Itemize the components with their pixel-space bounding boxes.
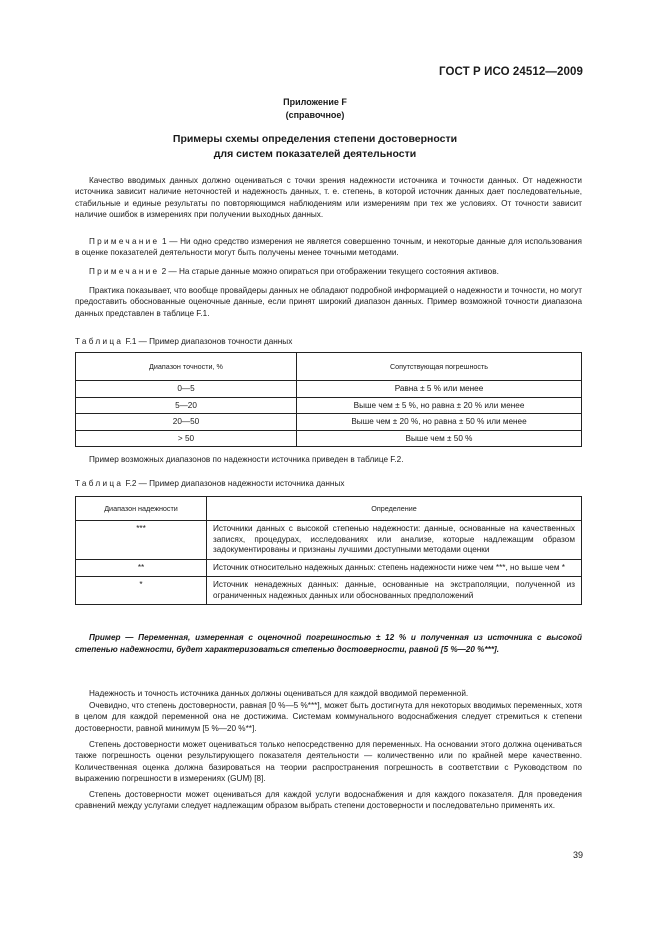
paragraph-4: Надежность и точность источника данных должны оцениваться для каждой вводимой переменной.: [89, 689, 469, 698]
note-1-label: Примечание: [89, 237, 160, 246]
table-cell: ***: [76, 521, 207, 560]
document-header: ГОСТ Р ИСО 24512—2009: [438, 66, 583, 78]
table-row: [76, 381, 582, 398]
table1-caption-text: F.1 — Пример диапазонов точности данных: [123, 337, 293, 346]
page-number: 39: [572, 850, 583, 860]
reliability-table: [75, 496, 582, 605]
paragraph-7: Степень достоверности может оцениваться для каждой услуги водоснабжения и для каждого показателя. Для проведения сравнений между услугами следует надлежащим образом выбрать степени достоверности и последовательно применять их.: [75, 790, 582, 811]
table-row: [76, 577, 582, 605]
table-header-row: [76, 497, 582, 521]
note-1: [75, 236, 582, 259]
note-2: [75, 266, 582, 277]
table-cell: Источники данных с высокой степенью надежности: данные, основанные на качественных записях, процедурах, исследованиях или анализе, которые надлежащим образом задокументированы и признаны лучшими доступными методами оценки: [207, 521, 582, 560]
table1-caption: [75, 336, 292, 347]
section-title: [48, 132, 582, 161]
table-cell: Равна ± 5 % или менее: [297, 381, 582, 398]
table-cell: Источник ненадежных данных: данные, основанные на экстраполяции, полученной из ограниченных надежных данных или обоснованных предположений: [207, 577, 582, 605]
table-cell: > 50: [76, 430, 297, 447]
table-header-cell: Сопутствующая погрешность: [297, 353, 582, 381]
table-cell: 5—20: [76, 397, 297, 414]
paragraph-6: Степень достоверности может оцениваться только непосредственно для переменных. На основании этого должна оцениваться также погрешность оценки результирующего показателя деятельности — количественно или по крайней мере качественно. Количественная оценка должна базироваться на теории распространения погрешность в соответствии с Руководством по выражению погрешности в измерениях (GUM) [8].: [75, 740, 582, 783]
table-cell: Выше чем ± 50 %: [297, 430, 582, 447]
table-cell: Источник относительно надежных данных: степень надежности ниже чем ***, но выше чем *: [207, 559, 582, 577]
note-1-text: 1 — Ни одно средство измерения не является совершенно точным, и некоторые данные для использования в оценке показателей деятельности могут быть получены менее точными методами.: [75, 237, 582, 258]
table-row: [76, 430, 582, 447]
appendix-heading: [48, 96, 582, 122]
table-header-row: [76, 353, 582, 381]
paragraph-5: Очевидно, что степень достоверности, равная [0 %—5 %***], может быть достигнута для некоторых вводимых переменных, хотя в целом для каждой переменной она не достижима. Системам коммунального водоснабжения следует стремиться к степени достоверности, равной минимум [5 %—20 %**].: [75, 701, 582, 733]
paragraph-3: Пример возможных диапазонов по надежности источника приведен в таблице F.2.: [89, 455, 404, 464]
table-header-cell: Диапазон точности, %: [76, 353, 297, 381]
table-cell: Выше чем ± 20 %, но равна ± 50 % или менее: [297, 414, 582, 431]
section-title-line1: Примеры схемы определения степени достоверности: [172, 133, 458, 145]
table-row: [76, 521, 582, 560]
note-2-text: 2 — На старые данные можно опираться при отображении текущего состояния активов.: [159, 267, 499, 276]
table2-caption-label: Таблица: [75, 479, 124, 488]
table-header-cell: Определение: [207, 497, 582, 521]
table-cell: 20—50: [76, 414, 297, 431]
paragraph-1: Качество вводимых данных должно оцениваться с точки зрения надежности источника и точности данных. От надежности источника зависит наличие неточностей и надежность данных, т. е. степень, в которой источник данных дает последовательные, стабильные и единые результаты по повторяющимся наблюдениям или измерениям при тех же условиях. От точности зависит наличие ошибок в измерениях при получении выходных данных.: [75, 176, 582, 219]
paragraph-2: Практика показывает, что вообще провайдеры данных не обладают подробной информацией о надежности и точности, но могут предоставить обоснованные оценочные данные, если принят широкий диапазон данных. Пример возможной точности диапазона данных представлен в таблице F.1.: [75, 286, 582, 318]
section-title-line2: для систем показателей деятельности: [213, 147, 417, 160]
table-cell: **: [76, 559, 207, 577]
example-block: Пример — Переменная, измеренная с оценочной погрешностью ± 12 % и полученная из источника с высокой степенью надежности, будет характеризоваться степенью достоверности, равной [5 %—20 %***].: [75, 633, 582, 654]
table-header-cell: Диапазон надежности: [76, 497, 207, 521]
table-row: [76, 414, 582, 431]
table-cell: 0—5: [76, 381, 297, 398]
note-2-label: Примечание: [89, 267, 160, 276]
appendix-title: Приложение F: [283, 97, 347, 107]
appendix-subtitle: (справочное): [285, 110, 345, 120]
accuracy-table: [75, 352, 582, 447]
table-cell: Выше чем ± 5 %, но равна ± 20 % или менее: [297, 397, 582, 414]
table2-caption-text: F.2 — Пример диапазонов надежности источника данных: [123, 479, 345, 488]
table1-caption-label: Таблица: [75, 337, 124, 346]
table-row: [76, 397, 582, 414]
table-cell: *: [76, 577, 207, 605]
table2-caption: [75, 478, 344, 489]
table-row: [76, 559, 582, 577]
